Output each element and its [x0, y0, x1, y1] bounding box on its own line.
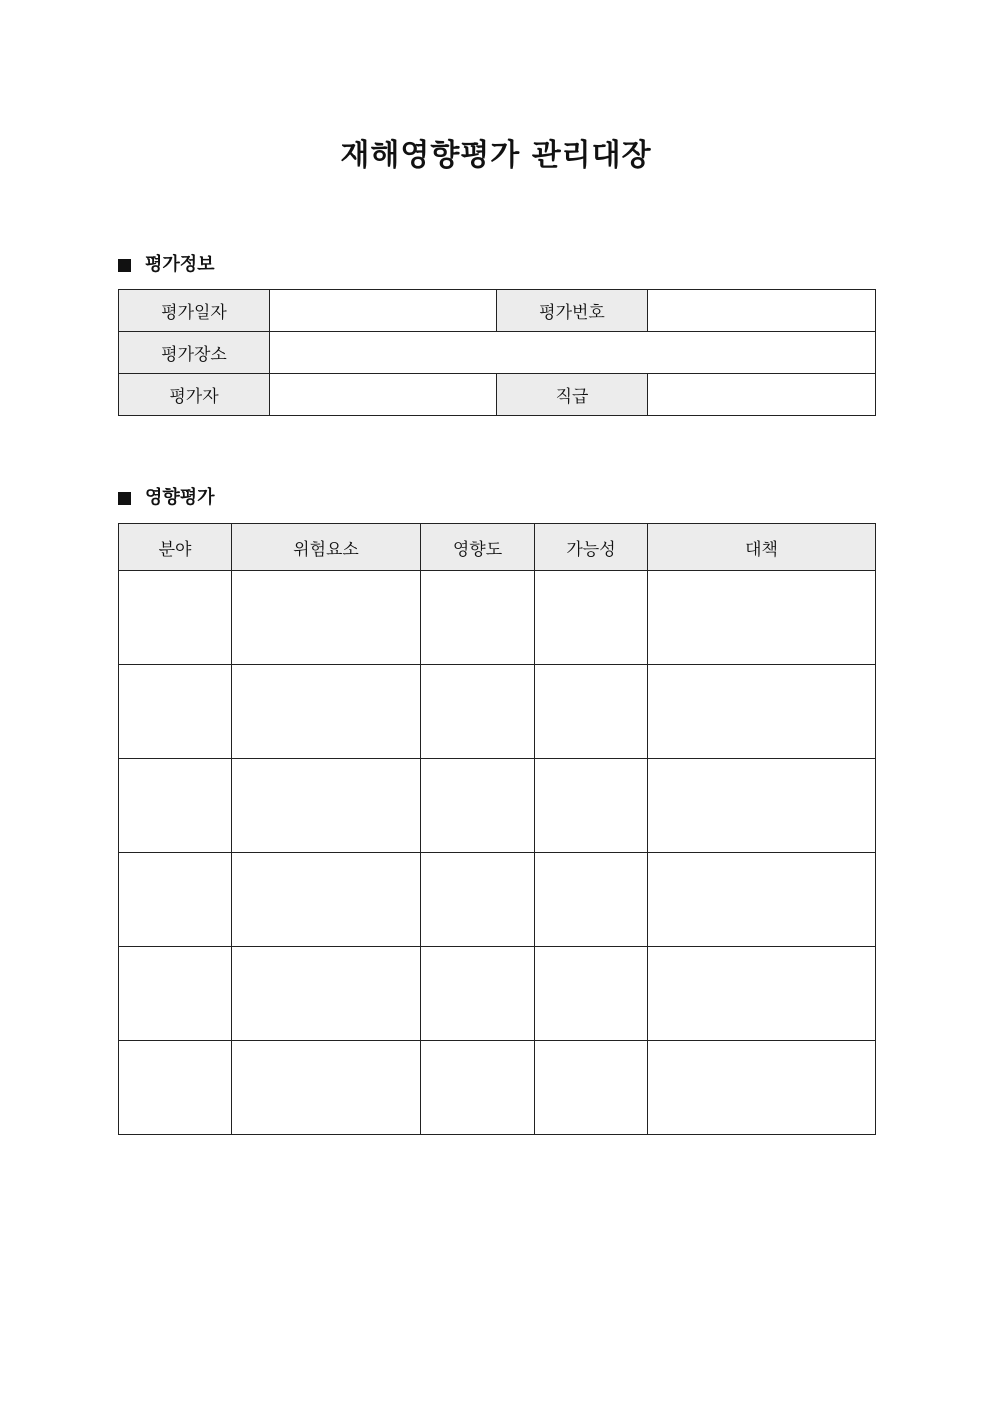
- field-cell[interactable]: [119, 759, 232, 853]
- section-heading-impact-assessment: [118, 486, 215, 510]
- table-row: [119, 665, 876, 759]
- risk-cell[interactable]: [232, 665, 421, 759]
- table-row: [119, 759, 876, 853]
- square-bullet-icon: [118, 492, 131, 505]
- table-header-row: [119, 524, 876, 571]
- table-row: [119, 571, 876, 665]
- date-label: 평가일자: [119, 290, 270, 332]
- risk-cell[interactable]: [232, 1041, 421, 1135]
- column-header-impact: 영향도: [421, 524, 535, 571]
- risk-cell[interactable]: [232, 759, 421, 853]
- date-field[interactable]: [270, 290, 497, 332]
- column-header-likelihood: 가능성: [535, 524, 648, 571]
- impact-assessment-table: [118, 523, 876, 1135]
- field-cell[interactable]: [119, 1041, 232, 1135]
- section-heading-evaluation-info: [118, 253, 215, 277]
- table-row: [119, 332, 876, 374]
- location-label: 평가장소: [119, 332, 270, 374]
- column-header-field: 분야: [119, 524, 232, 571]
- table-row: [119, 947, 876, 1041]
- likelihood-cell[interactable]: [535, 853, 648, 947]
- measure-cell[interactable]: [648, 665, 876, 759]
- section-heading-label: 영향평가: [145, 487, 215, 508]
- position-label: 직급: [497, 374, 648, 416]
- measure-cell[interactable]: [648, 1041, 876, 1135]
- likelihood-cell[interactable]: [535, 947, 648, 1041]
- square-bullet-icon: [118, 259, 131, 272]
- measure-cell[interactable]: [648, 759, 876, 853]
- number-label: 평가번호: [497, 290, 648, 332]
- field-cell[interactable]: [119, 853, 232, 947]
- risk-cell[interactable]: [232, 853, 421, 947]
- location-field[interactable]: [270, 332, 876, 374]
- field-cell[interactable]: [119, 947, 232, 1041]
- table-row: [119, 374, 876, 416]
- column-header-measure: 대책: [648, 524, 876, 571]
- measure-cell[interactable]: [648, 571, 876, 665]
- measure-cell[interactable]: [648, 947, 876, 1041]
- impact-cell[interactable]: [421, 853, 535, 947]
- position-field[interactable]: [648, 374, 876, 416]
- likelihood-cell[interactable]: [535, 571, 648, 665]
- table-row: [119, 290, 876, 332]
- column-header-risk: 위험요소: [232, 524, 421, 571]
- number-field[interactable]: [648, 290, 876, 332]
- evaluation-info-table: [118, 289, 876, 416]
- evaluator-label: 평가자: [119, 374, 270, 416]
- likelihood-cell[interactable]: [535, 665, 648, 759]
- measure-cell[interactable]: [648, 853, 876, 947]
- likelihood-cell[interactable]: [535, 759, 648, 853]
- likelihood-cell[interactable]: [535, 1041, 648, 1135]
- impact-cell[interactable]: [421, 665, 535, 759]
- document-title: 재해영향평가 관리대장: [340, 138, 652, 173]
- table-row: [119, 853, 876, 947]
- impact-cell[interactable]: [421, 947, 535, 1041]
- risk-cell[interactable]: [232, 947, 421, 1041]
- impact-cell[interactable]: [421, 1041, 535, 1135]
- section-heading-label: 평가정보: [145, 254, 215, 275]
- impact-cell[interactable]: [421, 571, 535, 665]
- field-cell[interactable]: [119, 665, 232, 759]
- risk-cell[interactable]: [232, 571, 421, 665]
- impact-cell[interactable]: [421, 759, 535, 853]
- field-cell[interactable]: [119, 571, 232, 665]
- evaluator-field[interactable]: [270, 374, 497, 416]
- table-row: [119, 1041, 876, 1135]
